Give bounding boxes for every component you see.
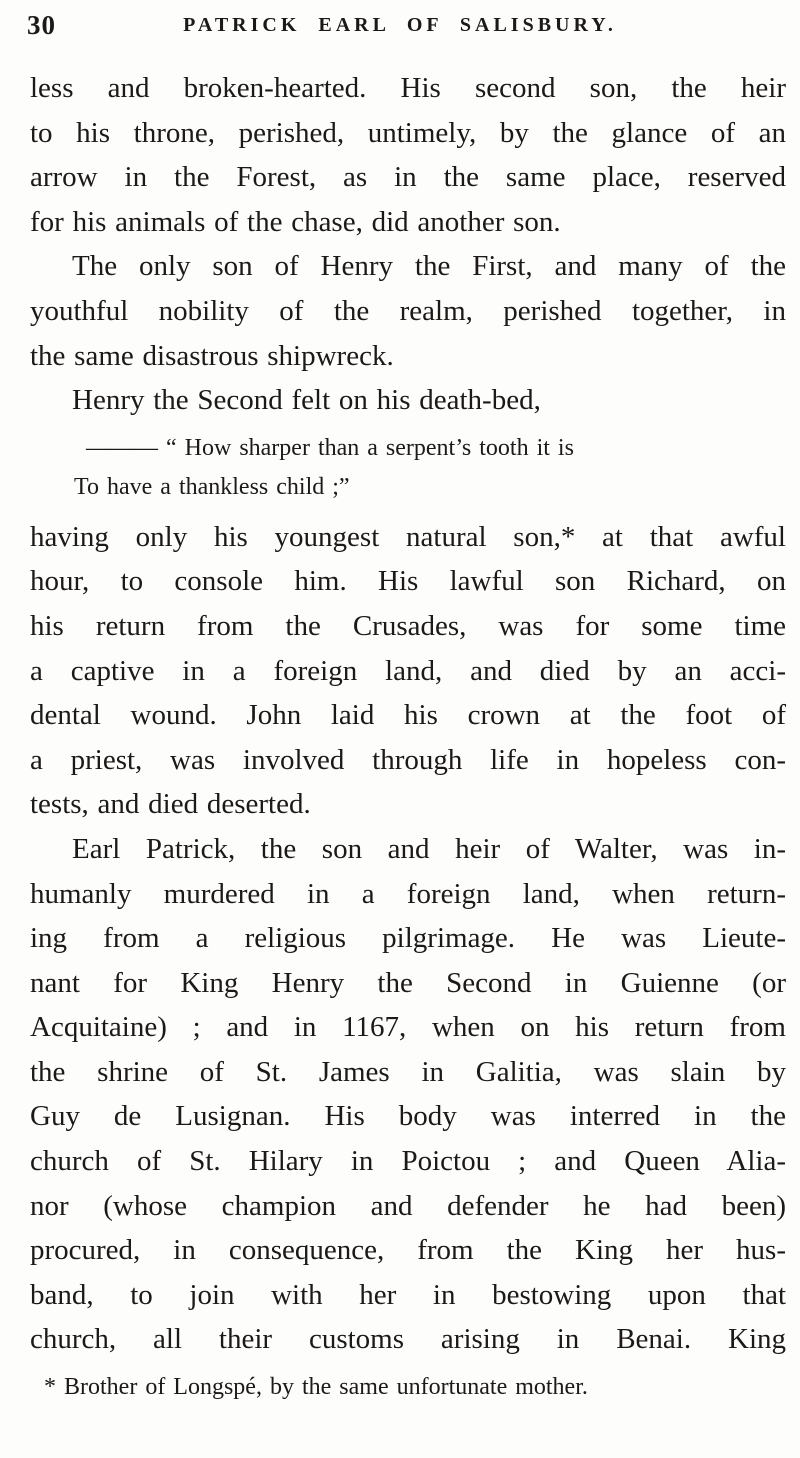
text-line: a priest, was involved through life in hopeless con- [30,743,786,776]
text-line: hour, to console him. His lawful son Richard, on [30,565,786,598]
text-line: having only his youngest natural son,* at that awful [30,520,786,553]
page-header [0,8,800,48]
text-line: nant for King Henry the Second in Guienne (or [30,966,786,999]
text-line: Earl Patrick, the son and heir of Walter, was in- [72,832,786,865]
running-title: PATRICK EARL OF SALISBURY. [183,14,617,36]
text-line: To have a thankless child ;” [74,473,350,500]
text-line: youthful nobility of the realm, perished together, in [30,294,786,327]
text-line: arrow in the Forest, as in the same place, reserved [30,161,786,194]
text-line: less and broken-hearted. His second son, the heir [30,72,786,104]
paragraph [30,378,786,423]
footnote: * Brother of Longspé, by the same unfortunate mother. [44,1374,588,1400]
text-line: his return from the Crusades, was for some time [30,609,786,642]
text-line: church of St. Hilary in Poictou ; and Queen Alia- [30,1145,786,1178]
text-line: The only son of Henry the First, and many of the [72,250,786,283]
text-line: a captive in a foreign land, and died by an acci- [30,654,786,687]
text-line: the shrine of St. James in Galitia, was slain by [30,1055,786,1088]
text-line: Henry the Second felt on his death-bed, [72,384,541,417]
text-line: church, all their customs arising in Benai. King [30,1323,786,1356]
text-line: Guy de Lusignan. His body was interred in the [30,1100,786,1133]
text-line: for his animals of the chase, did another son. [30,205,561,238]
paragraph [30,515,786,827]
text-line: ——— “ How sharper than a serpent’s tooth it is [86,434,574,461]
text-line: tests, and died deserted. [30,788,311,821]
paragraph [30,66,786,244]
text-line: dental wound. John laid his crown at the foot of [30,699,786,732]
page-number: 30 [27,10,56,40]
text-line: procured, in consequence, from the King her hus- [30,1234,786,1267]
paragraph [30,244,786,378]
text-line: humanly murdered in a foreign land, when return- [30,877,786,910]
text-line: band, to join with her in bestowing upon that [30,1278,786,1311]
body-text [30,66,786,1362]
paragraph [30,827,786,1362]
text-line: nor (whose champion and defender he had been) [30,1189,786,1222]
quote-block [74,429,786,507]
text-line: ing from a religious pilgrimage. He was Lieute- [30,922,786,955]
text-line: to his throne, perished, untimely, by the glance of an [30,116,786,149]
text-line: the same disastrous shipwreck. [30,339,394,372]
text-line: Acquitaine) ; and in 1167, when on his return from [30,1011,786,1044]
